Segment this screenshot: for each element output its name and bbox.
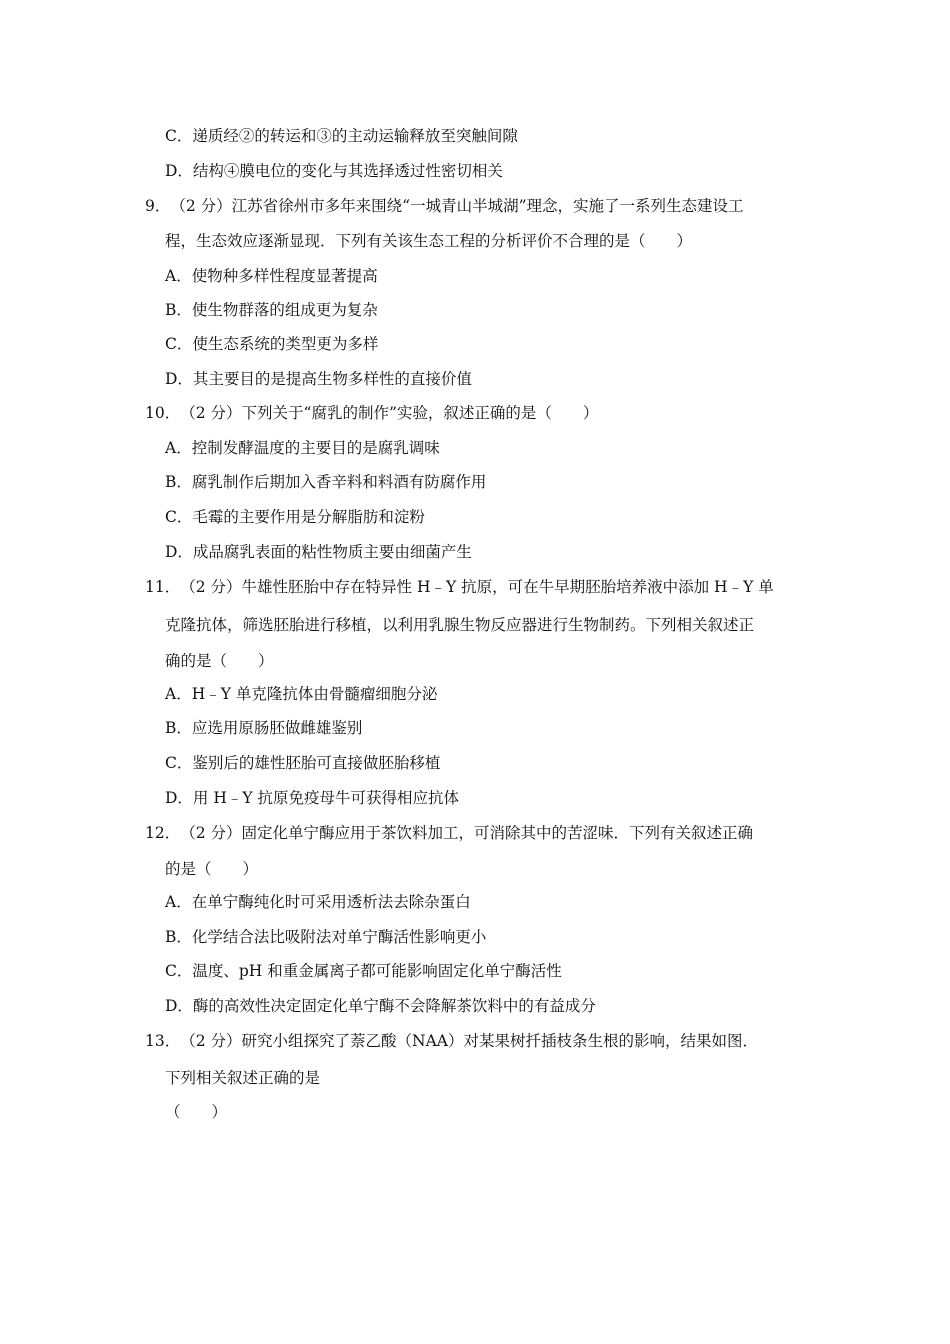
option-d: D．结构④膜电位的变化与其选择透过性密切相关: [165, 162, 503, 180]
question-number: 13．: [145, 1032, 181, 1050]
option-c: C．使生态系统的类型更为多样: [165, 335, 379, 353]
question-text: （2 分）牛雄性胚胎中存在特异性 H﹣Y 抗原，可在牛早期胚胎培养液中添加 H﹣Y 单: [180, 578, 774, 596]
question-12: [0, 823, 910, 843]
question-number: 12．: [145, 824, 181, 842]
question-text: 克隆抗体，筛选胚胎进行移植，以利用乳腺生物反应器进行生物制药。下列相关叙述正: [165, 616, 755, 634]
question-text: （2 分）固定化单宁酶应用于茶饮料加工，可消除其中的苦涩味．下列有关叙述正确: [180, 824, 754, 842]
option-d: D．其主要目的是提高生物多样性的直接价值: [165, 370, 472, 388]
question-text: （2 分）下列关于“腐乳的制作”实验，叙述正确的是（ ）: [180, 404, 599, 422]
option-c: C．鉴别后的雄性胚胎可直接做胚胎移植: [165, 754, 441, 772]
question-number: 10．: [145, 404, 181, 422]
answer-blank: （ ）: [165, 1103, 228, 1121]
question-10: [0, 403, 910, 423]
question-number: 11．: [145, 578, 181, 596]
question-11: [0, 577, 910, 597]
question-9: [0, 196, 910, 216]
option-b: B．化学结合法比吸附法对单宁酶活性影响更小: [165, 928, 487, 946]
question-text: 确的是（ ）: [165, 652, 274, 670]
option-d: D．用 H﹣Y 抗原免疫母牛可获得相应抗体: [165, 789, 460, 807]
option-c: C．毛霉的主要作用是分解脂肪和淀粉: [165, 508, 425, 526]
question-text: （2 分）江苏省徐州市多年来围绕“一城青山半城湖”理念，实施了一系列生态建设工: [170, 197, 744, 215]
question-13: [0, 1031, 910, 1051]
question-text: 的是（ ）: [165, 860, 259, 878]
question-number: 9．: [145, 197, 171, 215]
option-a: A．使物种多样性程度显著提高: [165, 267, 378, 285]
option-b: B．腐乳制作后期加入香辛料和料酒有防腐作用: [165, 473, 487, 491]
option-a: A．在单宁酶纯化时可采用透析法去除杂蛋白: [165, 893, 471, 911]
question-text: 程，生态效应逐渐显现．下列有关该生态工程的分析评价不合理的是（ ）: [165, 232, 693, 250]
option-b: B．应选用原肠胚做雌雄鉴别: [165, 719, 363, 737]
option-d: D．成品腐乳表面的粘性物质主要由细菌产生: [165, 543, 472, 561]
option-b: B．使生物群落的组成更为复杂: [165, 301, 378, 319]
option-a: A．控制发酵温度的主要目的是腐乳调味: [165, 439, 440, 457]
question-text: （2 分）研究小组探究了萘乙酸（NAA）对某果树扦插枝条生根的影响，结果如图．: [180, 1032, 758, 1050]
option-c: C．温度、pH 和重金属离子都可能影响固定化单宁酶活性: [165, 962, 562, 980]
option-c: C．递质经②的转运和③的主动运输释放至突触间隙: [165, 127, 518, 145]
option-d: D．酶的高效性决定固定化单宁酶不会降解茶饮料中的有益成分: [165, 997, 596, 1015]
option-a: A．H﹣Y 单克隆抗体由骨髓瘤细胞分泌: [165, 685, 438, 703]
question-text: 下列相关叙述正确的是: [165, 1069, 321, 1087]
